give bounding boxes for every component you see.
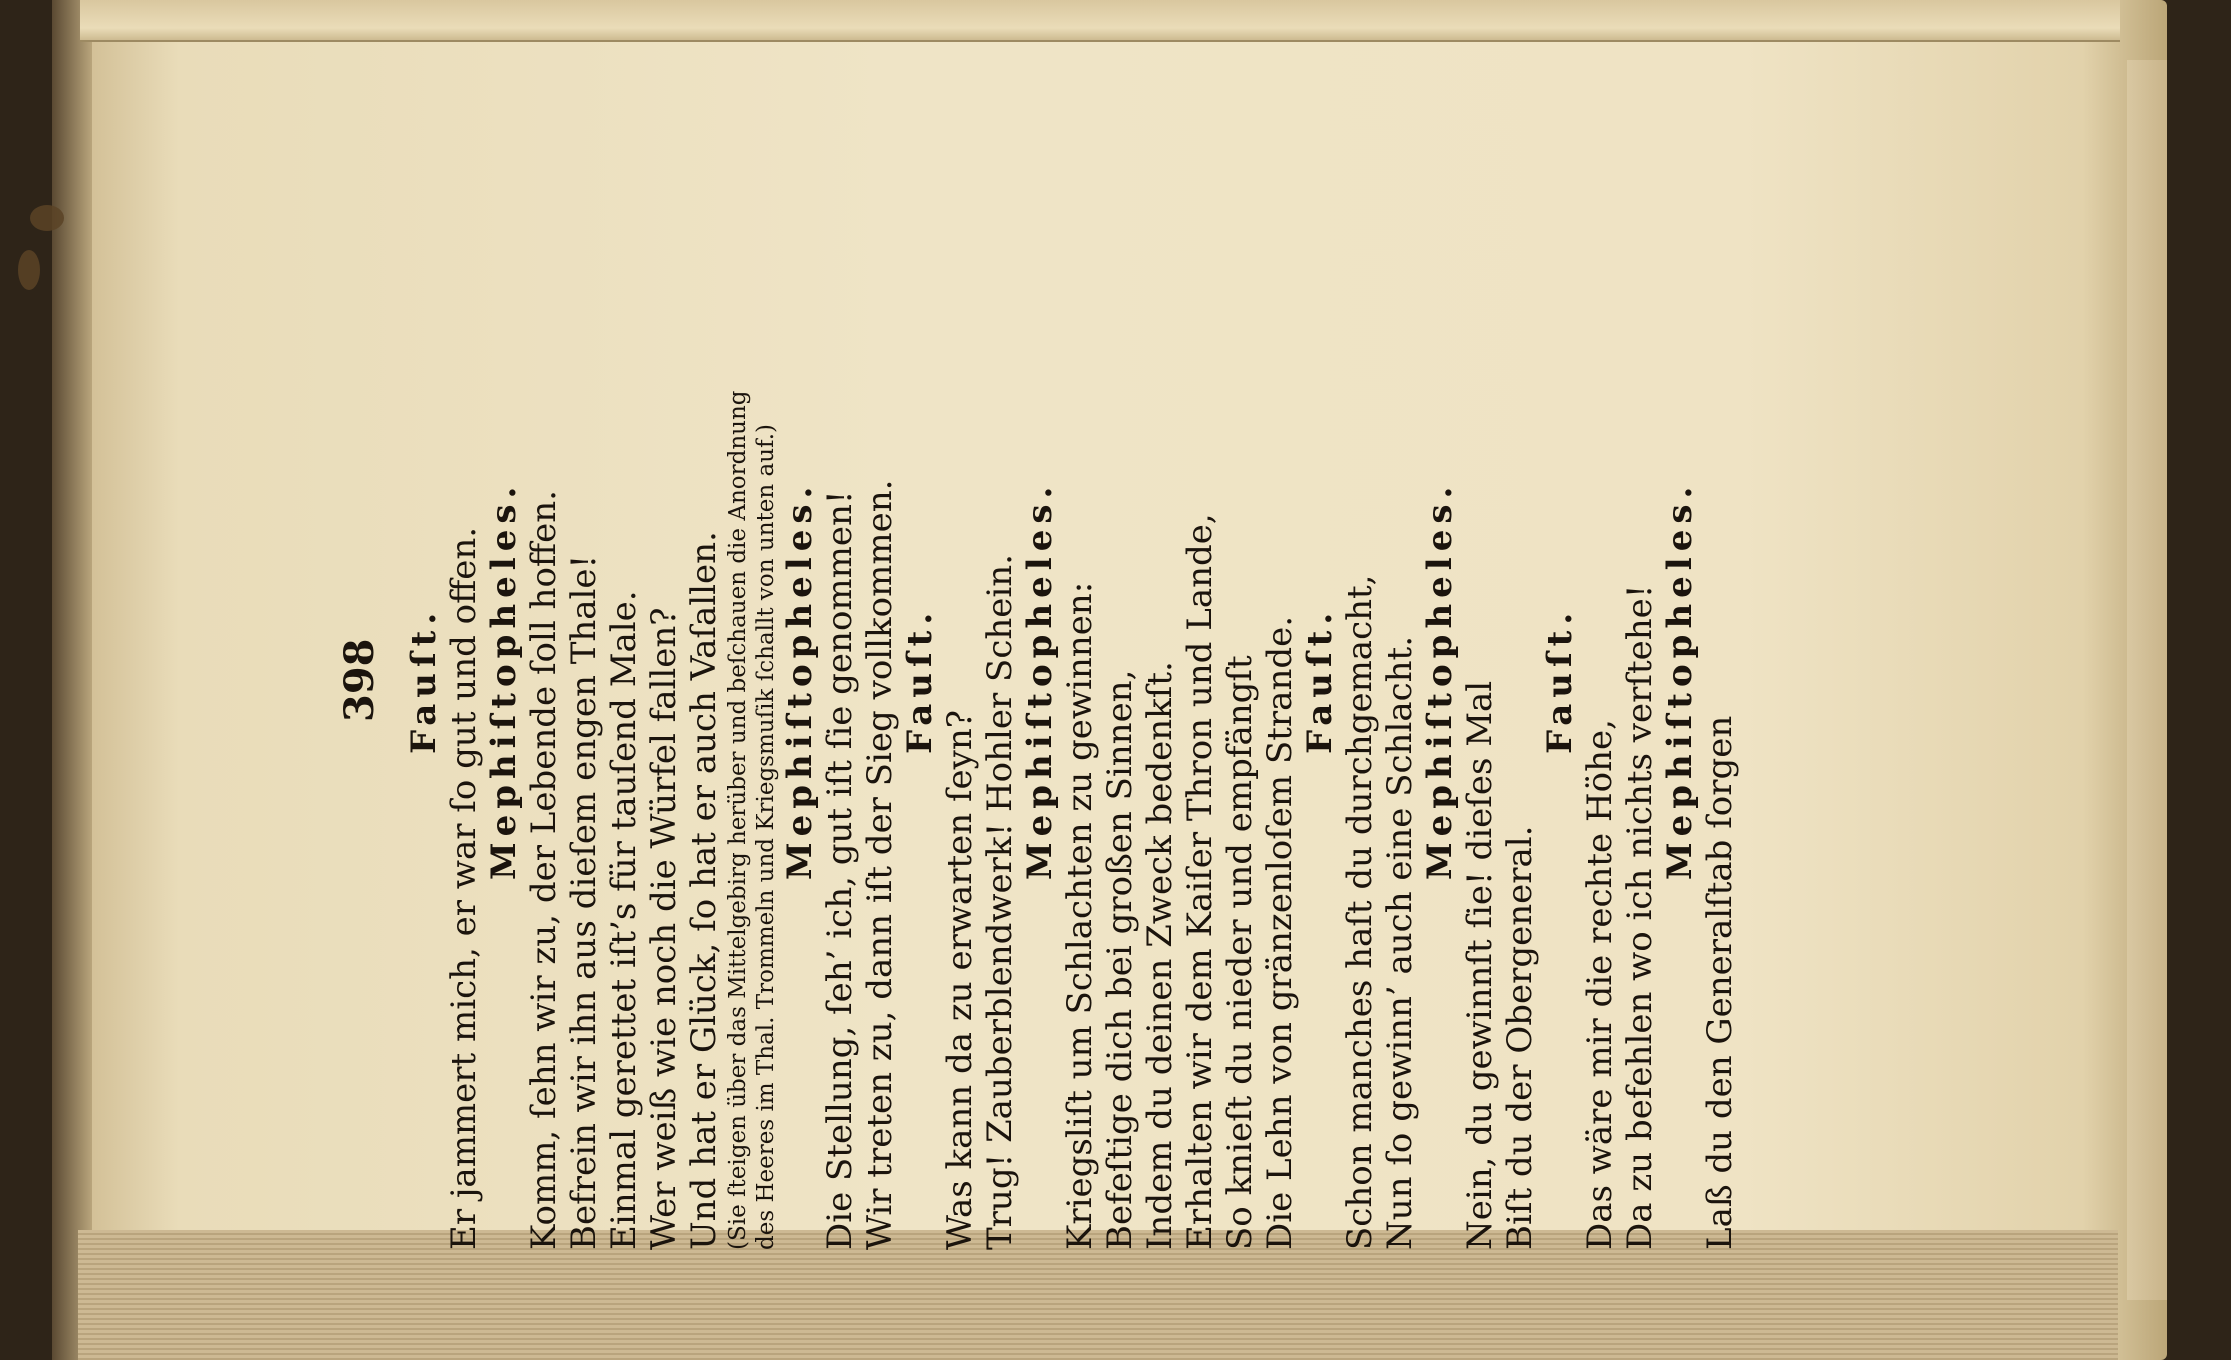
page-number: 398 bbox=[336, 638, 383, 722]
paper-stain bbox=[30, 205, 64, 231]
page-text bbox=[330, 110, 1740, 1250]
page-right-edge bbox=[2127, 60, 2167, 1300]
verse-line: Die Stellung, ſeh’ ich, gut iſt ſie genommen! bbox=[820, 490, 860, 1250]
spacer bbox=[390, 110, 404, 1250]
speaker-heading: Mephiſtopheles. bbox=[780, 480, 820, 880]
verse-line: Erhalten wir dem Kaiſer Thron und Lande, bbox=[1180, 513, 1220, 1250]
verse-line: Was kann da zu erwarten ſeyn? bbox=[940, 710, 980, 1250]
verse-line: Nein, du gewinnſt ſie! dieſes Mal bbox=[1460, 680, 1500, 1250]
verse-line: Kriegsliſt um Schlachten zu gewinnen: bbox=[1060, 581, 1100, 1250]
verse-line: Schon manches haſt du durchgemacht, bbox=[1340, 574, 1380, 1250]
verse-line: Nun ſo gewinn’ auch eine Schlacht. bbox=[1380, 635, 1420, 1250]
verse-line: Die Lehn von gränzenloſem Strande. bbox=[1260, 615, 1300, 1250]
stage-direction: (Sie ſteigen über das Mittelgebirg herüber und beſchauen die Anordnung bbox=[725, 390, 751, 1250]
speaker-heading: Fauſt. bbox=[1300, 606, 1340, 754]
verse-line: Biſt du der Obergeneral. bbox=[1500, 825, 1540, 1250]
verse-line: Befeſtige dich bei großen Sinnen, bbox=[1100, 669, 1140, 1250]
verse-line: So knieſt du nieder und empfängſt bbox=[1220, 655, 1260, 1250]
verse-line: Wer weiß wie noch die Würfel fallen? bbox=[644, 607, 684, 1250]
verse-line: Er jammert mich, er war ſo gut und offen. bbox=[444, 526, 484, 1250]
speaker-heading: Mephiſtopheles. bbox=[1420, 480, 1460, 880]
speaker-heading: Mephiſtopheles. bbox=[1660, 480, 1700, 880]
verse-line: Indem du deinen Zweck bedenkſt. bbox=[1140, 661, 1180, 1250]
verse-line: Komm, ſehn wir zu, der Lebende ſoll hoffen. bbox=[524, 490, 564, 1250]
verse-line: Und hat er Glück, ſo hat er auch Vaſallen. bbox=[684, 531, 724, 1250]
verse-line: Wir treten zu, dann iſt der Sieg vollkommen. bbox=[860, 479, 900, 1250]
verse-line: Befrein wir ihn aus dieſem engen Thale! bbox=[564, 554, 604, 1250]
verse-line: Das wäre mir die rechte Höhe, bbox=[1580, 719, 1620, 1250]
speaker-heading: Mephiſtopheles. bbox=[484, 480, 524, 880]
stage-direction: des Heeres im Thal. Trommeln und Kriegsmuſik ſchallt von unten auf.) bbox=[753, 424, 779, 1250]
speaker-heading: Fauſt. bbox=[900, 606, 940, 754]
paper-stain bbox=[18, 250, 40, 290]
speaker-heading: Mephiſtopheles. bbox=[1020, 480, 1060, 880]
verse-line: Einmal gerettet iſt’s für tauſend Male. bbox=[604, 590, 644, 1250]
facing-page-edge bbox=[80, 0, 2120, 42]
speaker-heading: Fauſt. bbox=[404, 606, 444, 754]
book-spine bbox=[52, 0, 92, 1360]
speaker-heading: Fauſt. bbox=[1540, 606, 1580, 754]
verse-line: Trug! Zauberblendwerk! Hohler Schein. bbox=[980, 554, 1020, 1250]
verse-line: Da zu befehlen wo ich nichts verſtehe! bbox=[1620, 584, 1660, 1250]
verse-line: Laß du den Generalſtab ſorgen bbox=[1700, 715, 1740, 1250]
